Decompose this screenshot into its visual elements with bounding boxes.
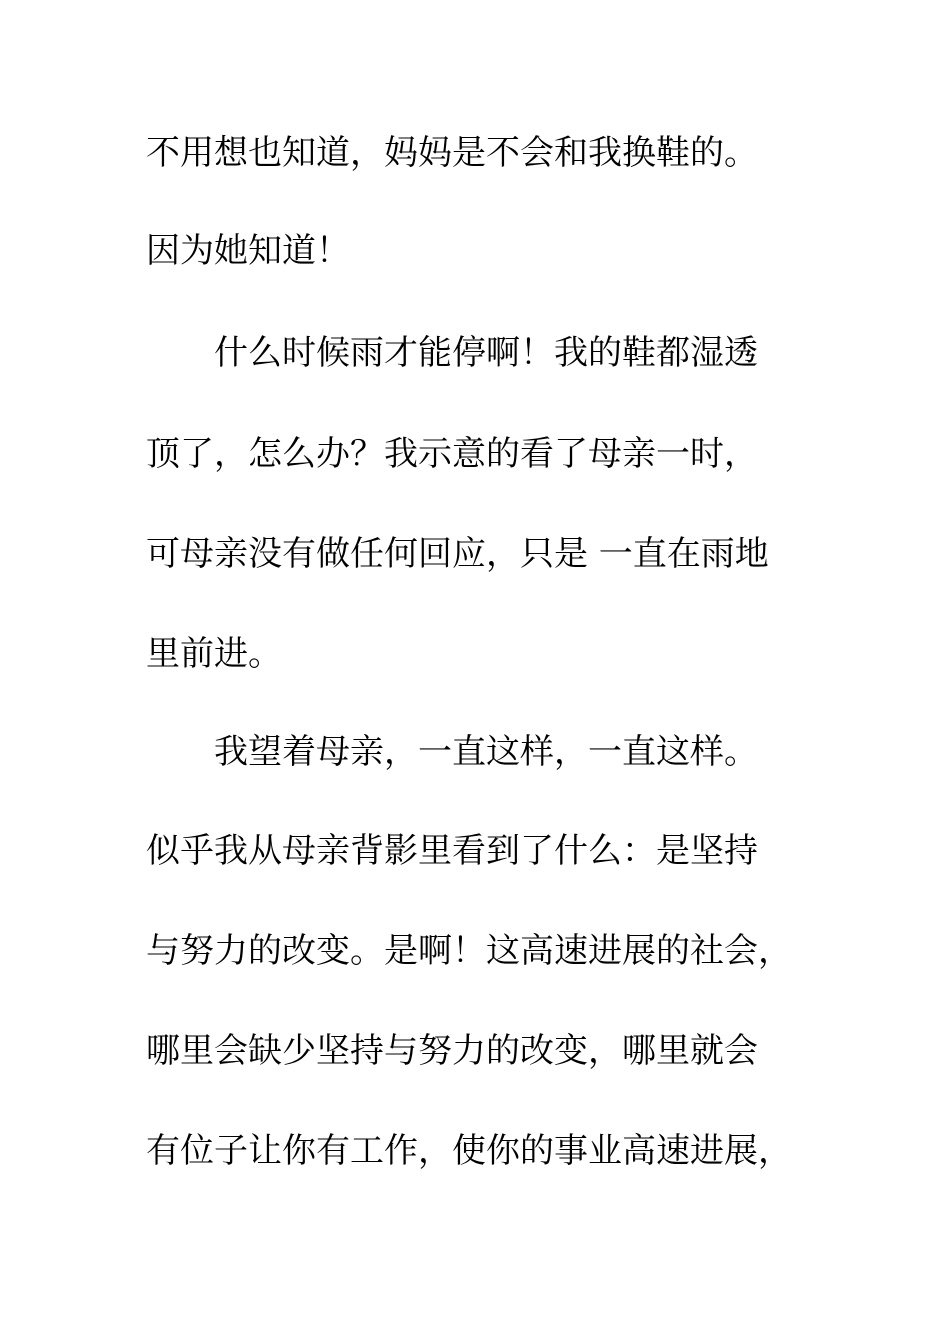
text-line-2: 因为她知道！: [146, 231, 350, 271]
paragraph-start-line-7: 我望着母亲，一直这样，一直这样。: [214, 732, 758, 772]
text-line-1: 不用想也知道，妈妈是不会和我换鞋的。: [146, 133, 758, 173]
text-line-4: 顶了，怎么办？我示意的看了母亲一时，: [146, 434, 758, 474]
paragraph-start-line-3: 什么时候雨才能停啊！我的鞋都湿透: [214, 333, 758, 373]
text-line-9: 与努力的改变。是啊！这高速进展的社会，: [146, 931, 792, 971]
text-line-8: 似乎我从母亲背影里看到了什么：是坚持: [146, 831, 758, 871]
text-line-11: 有位子让你有工作，使你的事业高速进展，: [146, 1131, 792, 1171]
text-line-5: 可母亲没有做任何回应，只是 一直在雨地: [146, 534, 769, 574]
text-line-6: 里前进。: [146, 634, 282, 674]
text-line-10: 哪里会缺少坚持与努力的改变，哪里就会: [146, 1031, 758, 1071]
